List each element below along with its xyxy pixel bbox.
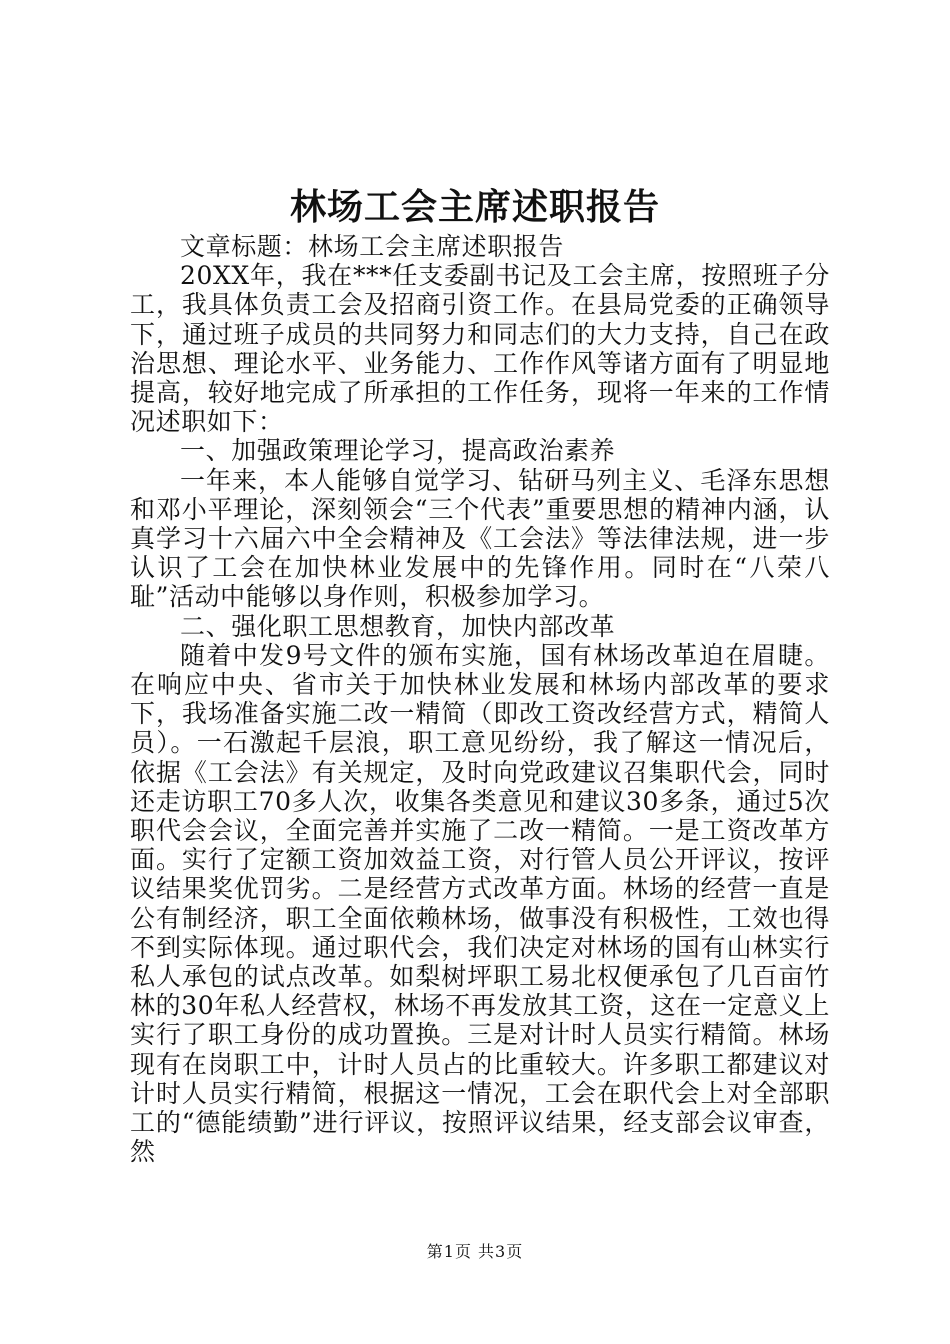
document-title: 林场工会主席述职报告 bbox=[289, 187, 660, 228]
document-body bbox=[130, 232, 830, 1167]
page-number-footer: 第1页 共3页 bbox=[426, 1242, 524, 1261]
article-title-line: 文章标题：林场工会主席述职报告 bbox=[180, 232, 565, 261]
paragraph-section-1: 一年来，本人能够自觉学习、钻研马列主义、毛泽东思想和邓小平理论，深刻领会“三个代表”重要思想的精神内涵，认真学习十六届六中全会精神及《工会法》等法律法规，进一步认识了工会在加快林业发展中的先锋作用。同时在“八荣八耻”活动中能够以身作则，积极参加学习。 bbox=[130, 465, 830, 612]
section-heading-1: 一、加强政策理论学习，提高政治素养 bbox=[180, 436, 616, 466]
section-heading-2: 二、强化职工思想教育，加快内部改革 bbox=[180, 611, 616, 641]
paragraph-section-2: 随着中发9号文件的颁布实施，国有林场改革迫在眉睫。在响应中央、省市关于加快林业发展和林场内部改革的要求下，我场准备实施二改一精简（即改工资改经营方式，精简人员）。一石激起千层浪，职工意见纷纷，我了解这一情况后，依据《工会法》有关规定，及时向党政建议召集职代会，同时还走访职工70多人次，收集各类意见和建议30多条，通过5次职代会会议，全面完善并实施了二改一精简。一是工资改革方面。实行了定额工资加效益工资，对行管人员公开评议，按评议结果奖优罚劣。二是经营方式改革方面。林场的经营一直是公有制经济，职工全面依赖林场，做事没有积极性，工效也得不到实际体现。通过职代会，我们决定对林场的国有山林实行私人承包的试点改革。如梨树坪职工易北权便承包了几百亩竹林的30年私人经营权，林场不再发放其工资，这在一定意义上实行了职工身份的成功置换。三是对计时人员实行精简。林场现有在岗职工中，计时人员占的比重较大。许多职工都建议对计时人员实行精简，根据这一情况，工会在职代会上对全部职工的“德能绩勤”进行评议，按照评议结果，经支部会议审查，然 bbox=[130, 640, 830, 1167]
paragraph-intro: 20XX年，我在***任支委副书记及工会主席，按照班子分工，我具体负责工会及招商引资工作。在县局党委的正确领导下，通过班子成员的共同努力和同志们的大力支持，自己在政治思想、理论水平、业务能力、工作作风等诸方面有了明显地提高，较好地完成了所承担的工作任务，现将一年来的工作情况述职如下： bbox=[130, 261, 830, 437]
